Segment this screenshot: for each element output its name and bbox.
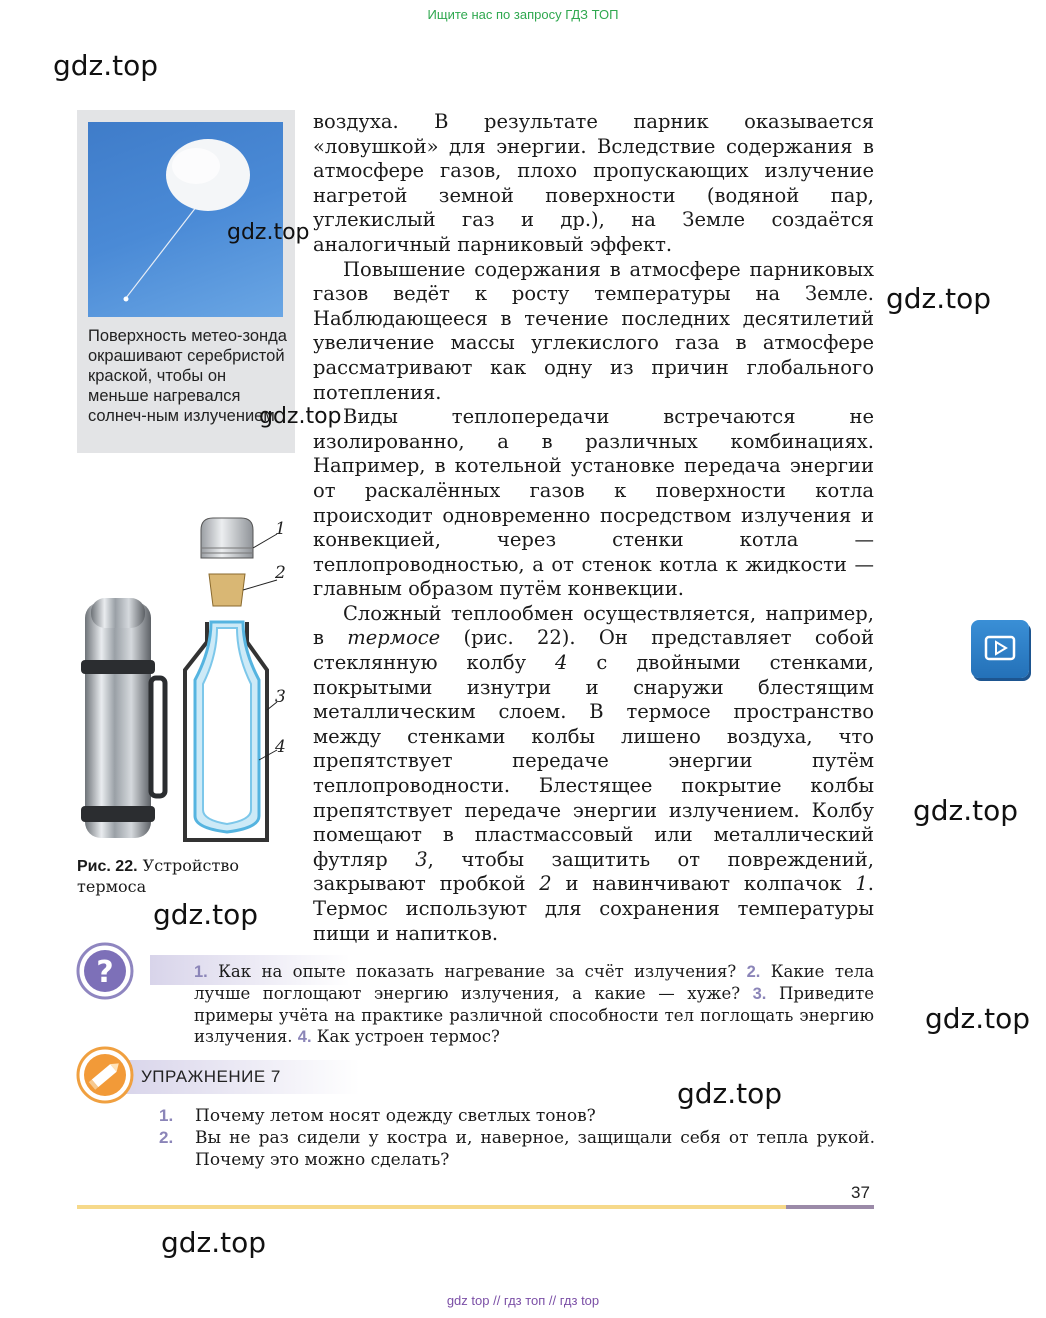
callout-1: 1 xyxy=(275,519,286,539)
watermark: gdz.top xyxy=(677,1077,783,1110)
paragraph-3: Виды теплопередачи встречаются не изолированно, а в различных комбинациях. Например, в котельной установке передача энергии от раскалённых газов к поверхности котла происходит одновременно посредством излучения и конвекцией, через стенки котла — теплопроводностью, а от стенок котла к жидкости — главным образом путём конвекции. xyxy=(313,405,874,601)
question-text: Как на опыте показать нагревание за счёт излучения? xyxy=(218,962,737,981)
question-number: 1. xyxy=(194,963,208,981)
thermos-photo xyxy=(81,598,165,838)
top-banner[interactable]: Ищите нас по запросу ГДЗ ТОП xyxy=(427,7,619,22)
question-number: 3. xyxy=(752,985,767,1003)
paragraph-2: Повышение содержания в атмосфере парниковых газов ведёт к росту температуры на Земле. Наблюдающееся в течение последних десятилетий увеличение массы углекислого газа в атмосфере рассматривают как одну из причин глобального потепления. xyxy=(313,257,874,404)
watermark: gdz.top xyxy=(227,220,310,245)
question-number: 4. xyxy=(297,1028,312,1046)
callout-3: 3 xyxy=(275,687,286,707)
exercise-title: УПРАЖНЕНИЕ 7 xyxy=(141,1067,281,1086)
watermark: gdz.top xyxy=(153,898,259,931)
exercise-list xyxy=(159,1105,875,1171)
callout-2: 2 xyxy=(275,563,286,583)
question-number: 2. xyxy=(746,963,761,981)
thermos-flask-schematic xyxy=(185,622,267,840)
questions-list xyxy=(194,961,874,1048)
watermark: gdz.top xyxy=(925,1002,1031,1035)
paragraph-1: воздуха. В результате парник оказывается «ловушкой» для энергии. Вследствие содержания в атмосфере газов, плохо пропускающих излучение нагретой земной поверхности (водяной пар, углекислый газ и др.), на Земле создаётся аналогичный парниковый эффект. xyxy=(313,110,874,256)
figure-caption-text: Устройство термоса xyxy=(77,856,240,896)
watermark: gdz.top xyxy=(53,49,159,82)
exercise-item: 2. Вы не раз сидели у костра и, наверное, защищали себя от тепла рукой. Почему это можно сделать? xyxy=(159,1128,875,1170)
thermos-cap-schematic xyxy=(201,518,253,558)
question-icon xyxy=(76,942,134,1000)
paragraph-4: Сложный теплообмен осуществляется, например, в термосе (рис. 22). Он представляет собой стеклянную колбу 4 с двойными стенками, покрытыми изнутри и снаружи блестящим металлическим слоем. В термосе пространство между стенками колбы лишено воздуха, что препятствует передаче энергии путём теплопроводности. Блестящее покрытие колбы препятствует передаче энергии излучением. Колбу помещают в пластмассовый или металлический футляр 3, чтобы защитить от повреждений, закрывают пробкой 2 и навинчивают колпачок 1. Термос используют для сохранения температуры пищи и напитков. xyxy=(313,601,875,945)
main-text xyxy=(313,110,874,946)
question-text: Какие тела лучше поглощают энергию излучения, а какие — хуже? xyxy=(194,962,875,1003)
exercise-item: 1. Почему летом носят одежду светлых тонов? xyxy=(159,1106,596,1126)
watermark: gdz.top xyxy=(161,1226,267,1259)
question-text: Приведите примеры учёта на практике различной способности тел поглощать энергию излучения. xyxy=(194,984,874,1046)
sidebar-caption: Поверхность метео-зонда окрашивают серебристой краской, чтобы он меньше нагревался солнеч-ным излучением xyxy=(88,327,287,425)
watermark: gdz.top xyxy=(259,404,342,429)
question-text: Как устроен термос? xyxy=(316,1027,500,1046)
watermark: gdz.top xyxy=(886,282,992,315)
play-icon xyxy=(971,620,1029,678)
page-number: 37 xyxy=(851,1183,870,1202)
callout-4: 4 xyxy=(275,737,286,757)
svg-text:?: ? xyxy=(96,955,114,990)
bottom-banner[interactable]: gdz top // гдз топ // гдз top xyxy=(446,1293,600,1308)
thermos-cork-schematic xyxy=(209,574,245,606)
footer-rule-accent xyxy=(786,1205,874,1209)
video-play-button[interactable] xyxy=(971,620,1029,678)
pencil-icon xyxy=(76,1046,134,1104)
figure-caption xyxy=(77,856,297,897)
watermark: gdz.top xyxy=(913,794,1019,827)
term-thermos: термосе xyxy=(347,626,441,650)
thermos-figure xyxy=(77,510,307,845)
footer-rule xyxy=(77,1205,787,1209)
figure-label: Рис. 22. xyxy=(77,858,138,875)
